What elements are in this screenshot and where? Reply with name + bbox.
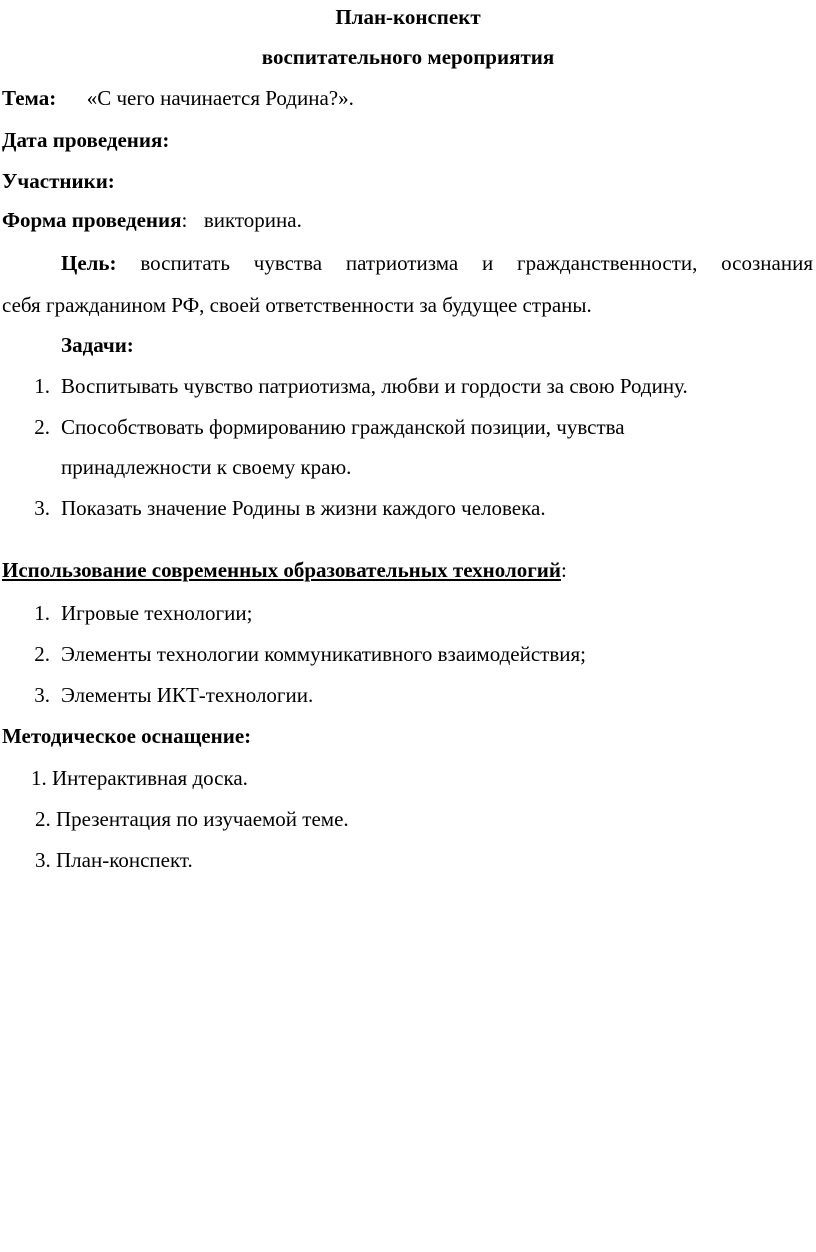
document-title-line2: воспитательного мероприятия	[261, 45, 555, 69]
list-item-text: Игровые технологии;	[61, 601, 253, 625]
equipment-label: Методическое оснащение:	[2, 724, 252, 748]
goal-text-line2: себя гражданином РФ, своей ответственности за будущее страны.	[2, 293, 592, 317]
list-item-number: 3.	[34, 496, 50, 520]
theme-value: «С чего начинается Родина?».	[86, 86, 354, 110]
goal-label: Цель:	[61, 251, 117, 275]
theme-label: Тема:	[2, 86, 57, 110]
document-title-line1: План-конспект	[335, 5, 481, 29]
theme-row	[2, 85, 354, 111]
list-item-text: Элементы технологии коммуникативного взаимодействия;	[61, 642, 586, 666]
participants-label: Участники:	[2, 169, 115, 193]
list-item-text: Способствовать формированию гражданской позиции, чувства	[61, 415, 625, 439]
goal-row	[61, 250, 813, 276]
form-colon: :	[181, 208, 188, 232]
tasks-label: Задачи:	[61, 333, 134, 357]
list-item-text: Элементы ИКТ-технологии.	[61, 683, 314, 707]
list-item-number: 1.	[34, 601, 50, 625]
technologies-heading	[2, 557, 567, 583]
list-item: 2. Презентация по изучаемой теме.	[35, 807, 349, 831]
list-item-number: 2.	[34, 642, 50, 666]
technologies-label: Использование современных образовательных технологий	[2, 558, 561, 582]
list-item: 1. Интерактивная доска.	[31, 766, 248, 790]
form-label: Форма проведения	[2, 208, 182, 232]
list-item: 3. План-конспект.	[35, 848, 193, 872]
list-item-number: 3.	[34, 683, 50, 707]
form-value: викторина.	[203, 208, 302, 232]
technologies-colon: :	[560, 558, 567, 582]
goal-text-line1: воспитать чувства патриотизма и гражданственности, осознания	[140, 251, 813, 275]
list-item-text: Воспитывать чувство патриотизма, любви и гордости за свою Родину.	[61, 374, 688, 398]
list-item-text-continued: принадлежности к своему краю.	[61, 455, 352, 479]
form-row	[2, 207, 302, 233]
list-item-number: 1.	[34, 374, 50, 398]
list-item-number: 2.	[34, 415, 50, 439]
list-item-text: Показать значение Родины в жизни каждого человека.	[61, 496, 546, 520]
date-label: Дата проведения:	[2, 128, 170, 152]
